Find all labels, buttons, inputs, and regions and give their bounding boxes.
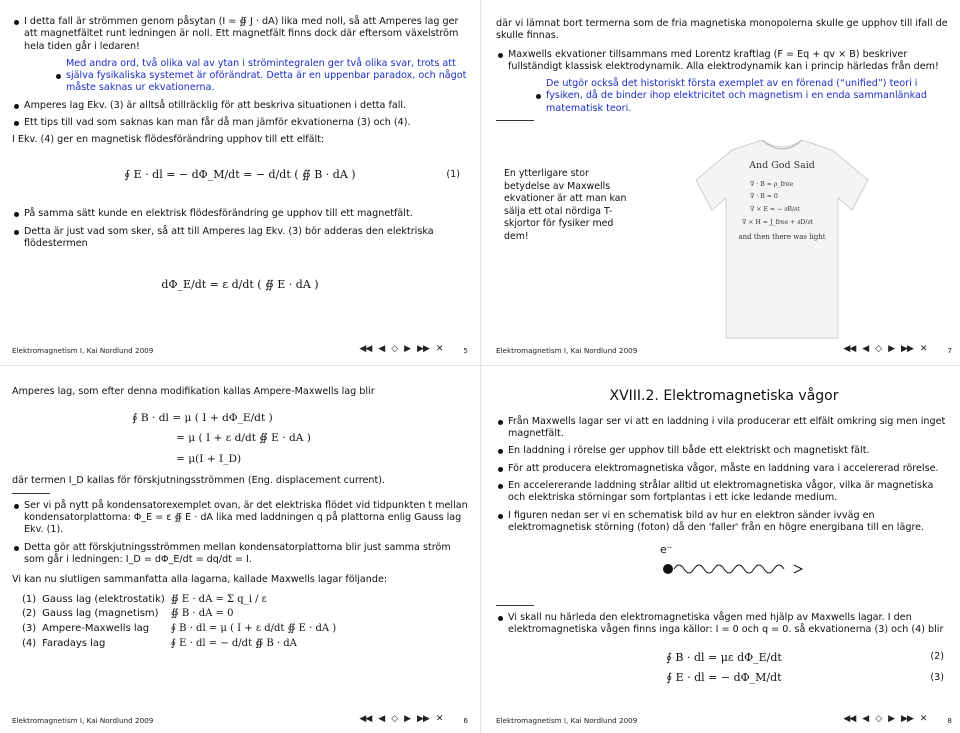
bullet-icon (498, 616, 503, 621)
bullet-icon (498, 449, 503, 454)
law-name: Faradays lag (42, 637, 106, 649)
prev-slide-icon[interactable]: ◀ (378, 714, 385, 725)
law-equation: ∯ E · dA = Σ q_i / ε (170, 593, 267, 605)
prev-slide-icon[interactable]: ◀ (378, 344, 385, 355)
equation-line: = μ ( I + ε d/dt ∯ E · dA ) (176, 432, 311, 445)
list-item: Detta gör att förskjutningsströmmen mellan kondensatorplattorna blir just samma ström som går i ledningen: I_D = dΦ_E/dt = dq/dt = I. (12, 542, 468, 567)
next-slide-icon[interactable]: ▶ (404, 714, 411, 725)
list-item: Maxwells ekvationer tillsammans med Lorentz kraftlag (F = Eq + qv × B) beskriver fullständigt klassisk elektrodynamik. Alla elektrodynamik kan i princip härledas från dem! (496, 49, 952, 74)
list-item: För att producera elektromagnetiska vågor, måste en laddning vara i accelererad rörelse. (496, 463, 952, 475)
toc-icon[interactable]: ◇ (391, 714, 398, 725)
tshirt-eq: ∇ × E = − ∂B/∂t (750, 206, 800, 213)
footer-label: Elektromagnetism I, Kai Nordlund 2009 (496, 345, 638, 355)
footnote-rule (496, 120, 534, 121)
footer-label: Elektromagnetism I, Kai Nordlund 2009 (12, 345, 154, 355)
bullet-icon (14, 121, 19, 126)
list-item: Med andra ord, två olika val av ytan i strömintegralen ger två olika svar, trots att själva fysikaliska systemet är oförändrat. Detta är en uppenbar paradox, och något måste saknas ur ekvationerna. (12, 58, 468, 95)
slide-nav (359, 714, 468, 726)
slide-page-5 (12, 0, 468, 360)
footnote-rule (12, 493, 50, 494)
slide-page-6 (12, 370, 468, 730)
displacement-text: där termen I_D kallas för förskjutningsströmmen (Eng. displacement current). (12, 474, 386, 486)
table-row (22, 637, 342, 652)
law-name: Ampere-Maxwells lag (42, 623, 150, 635)
next-slide-icon[interactable]: ▶ (888, 344, 895, 355)
page-number: 6 (463, 715, 468, 725)
close-icon[interactable]: ✕ (919, 344, 927, 355)
slide-nav (843, 714, 952, 726)
electron-label: e⁻ (660, 543, 673, 557)
bullet-icon (498, 53, 503, 58)
list-item: Vi skall nu härleda den elektromagnetiska vågen med hjälp av Maxwells lagar. I den elektromagnetiska vågen finns inga källor: I = 0 och q = 0. så ekvationerna (3) och (4) blir (496, 612, 952, 637)
bullet-icon (498, 467, 503, 472)
intro-text: där vi lämnat bort termerna som de fria magnetiska monopolerna skulle ge upphov till ifall de skulle finnas. (496, 18, 948, 42)
tshirt-eq: ∇ · B = 0 (750, 193, 778, 200)
list-item: I figuren nedan ser vi en schematisk bild av hur en elektron sänder ivväg en elektromagnetisk störning (foton) då den 'faller' från en högre energibana till en lägre. (496, 510, 952, 535)
law-name: Gauss lag (elektrostatik) (42, 593, 165, 605)
toc-icon[interactable]: ◇ (875, 714, 882, 725)
list-item: I detta fall är strömmen genom påsytan (I = ∯ J · dA) lika med noll, så att Amperes lag ger att magnetfältet runt ledningen är noll. Ett magnetfält finns dock där eftersom växelström hela tiden går i ledaren! (12, 16, 468, 53)
table-row (22, 593, 342, 608)
law-equation: ∮ E · dl = − d/dt ∯ B · dA (170, 637, 297, 649)
equation-flux-term: dΦ_E/dt = ε d/dt ( ∯ E · dA ) (161, 278, 319, 292)
close-icon[interactable]: ✕ (435, 714, 443, 725)
last-slide-icon[interactable]: ▶▶ (417, 714, 429, 725)
first-slide-icon[interactable]: ◀◀ (843, 714, 856, 725)
bullet-icon (498, 484, 503, 489)
equation-line: ∮ B · dl = μ ( I + dΦ_E/dt ) (132, 412, 273, 425)
footer-label: Elektromagnetism I, Kai Nordlund 2009 (12, 715, 154, 725)
bullet-icon (498, 420, 503, 425)
ampere-maxwell-derivation (132, 408, 468, 468)
equation-1: ∮ E · dl = − dΦ_M/dt = − d/dt ( ∯ B · dA ) (1) (124, 168, 460, 182)
slide-footer (12, 344, 468, 356)
bullet-icon (14, 212, 19, 217)
tshirt-footer: and then there was light (738, 233, 826, 241)
wave-path (674, 565, 784, 573)
close-icon[interactable]: ✕ (919, 714, 927, 725)
bullet-icon (14, 546, 19, 551)
list-item: En laddning i rörelse ger upphov till både ett elektriskt och magnetiskt fält. (496, 445, 952, 457)
next-slide-icon[interactable]: ▶ (888, 714, 895, 725)
tshirt-caption: En ytterligare stor betydelse av Maxwells ekvationer är att man kan sälja ett otal nördiga T-skjortor för fysiker med dem! (504, 168, 627, 242)
intro-text: Amperes lag, som efter denna modifikation kallas Ampere-Maxwells lag blir (12, 386, 375, 397)
slide-nav (843, 344, 952, 356)
electron-dot (663, 564, 673, 574)
slide-footer (12, 714, 468, 726)
list-item: På samma sätt kunde en elektrisk flödesförändring ge upphov till ett magnetfält. (12, 208, 468, 220)
list-item: En accelererande laddning strålar alltid ut elektromagnetiska vågor, vilka är magnetiska och elektriska störningar som fortplantas i ett icke ledande medium. (496, 480, 952, 505)
law-equation: ∯ B · dA = 0 (170, 608, 234, 620)
slide-nav (359, 344, 468, 356)
footer-label: Elektromagnetism I, Kai Nordlund 2009 (496, 715, 638, 725)
list-item: De utgör också det historiskt första exemplet av en förenad (“unified”) teori i fysiken, då de binder ihop elektricitet och magnetism i en enda sammanlänkad matematisk teori. (496, 78, 952, 115)
tshirt-title: And God Said (749, 160, 815, 171)
first-slide-icon[interactable]: ◀◀ (359, 714, 372, 725)
page-number: 7 (947, 345, 952, 355)
list-item: Ett tips till vad som saknas kan man får då man jämför ekvationerna (3) och (4). (12, 117, 468, 129)
bullet-icon (14, 20, 19, 25)
list-item: Från Maxwells lagar ser vi att en laddning i vila producerar ett elfält omkring sig men inget magnetfält. (496, 416, 952, 441)
bullet-icon (14, 504, 19, 509)
vertical-separator (480, 0, 481, 733)
page-title: XVIII.2. Elektromagnetiska vågor (609, 388, 839, 404)
tshirt-eq: ∇ × H = J_free + ∂D/∂t (742, 219, 814, 226)
lead-text: I Ekv. (4) ger en magnetisk flödesförändring upphov till ett elfält: (12, 134, 325, 146)
tshirt-eq: ∇ · B = ρ_free (750, 181, 794, 188)
horizontal-separator (0, 365, 960, 366)
slide-footer (496, 714, 952, 726)
slide-page-8 (496, 370, 952, 730)
equation-2: ∮ B · dl = με dΦ_E/dt (2) (666, 650, 944, 664)
equation-line: = μ(I + I_D) (176, 452, 242, 465)
toc-icon[interactable]: ◇ (391, 344, 398, 355)
equation-3: ∮ E · dl = − dΦ_M/dt (3) (666, 670, 944, 684)
table-row (22, 622, 342, 637)
law-number: (4) (22, 637, 37, 649)
electron-emission-diagram (646, 539, 806, 601)
first-slide-icon[interactable]: ◀◀ (359, 344, 372, 355)
list-item: Ser vi på nytt på kondensatorexemplet ovan, är det elektriska flödet vid tidpunkten t mellan kondensatorplattorna: Φ_E = ε ∯ E · dA lika med laddningen q på plattorna enlig Gauss lag Ekv. (1). (12, 500, 468, 537)
last-slide-icon[interactable]: ▶▶ (417, 344, 429, 355)
prev-slide-icon[interactable]: ◀ (862, 714, 869, 725)
prev-slide-icon[interactable]: ◀ (862, 344, 869, 355)
law-equation: ∮ B · dl = μ ( I + ε d/dt ∯ E · dA ) (170, 623, 337, 635)
maxwell-laws-table (22, 593, 342, 652)
electron-figure (496, 539, 952, 601)
slide-page-7 (496, 0, 952, 360)
arrow-icon (794, 565, 802, 573)
footnote-rule (496, 605, 534, 606)
bullet-icon (498, 514, 503, 519)
toc-icon[interactable]: ◇ (875, 344, 882, 355)
close-icon[interactable]: ✕ (435, 344, 443, 355)
law-number: (2) (22, 608, 37, 620)
bullet-icon (14, 104, 19, 109)
tshirt-image (692, 140, 872, 340)
page-number: 5 (463, 345, 468, 355)
bullet-icon (56, 74, 61, 79)
law-number: (1) (22, 593, 37, 605)
page-number: 8 (947, 715, 952, 725)
list-item: Amperes lag Ekv. (3) är alltså otillräcklig för att beskriva situationen i detta fall. (12, 100, 468, 112)
list-item: Detta är just vad som sker, så att till Amperes lag Ekv. (3) bör adderas den elektriska flödestermen (12, 226, 468, 251)
bullet-icon (536, 94, 541, 99)
law-name: Gauss lag (magnetism) (42, 608, 159, 620)
table-row (22, 607, 342, 622)
bullet-icon (14, 230, 19, 235)
first-slide-icon[interactable]: ◀◀ (843, 344, 856, 355)
last-slide-icon[interactable]: ▶▶ (901, 344, 913, 355)
last-slide-icon[interactable]: ▶▶ (901, 714, 913, 725)
next-slide-icon[interactable]: ▶ (404, 344, 411, 355)
summary-text: Vi kan nu slutligen sammanfatta alla lagarna, kallade Maxwells lagar följande: (12, 574, 388, 586)
slide-footer (496, 344, 952, 356)
law-number: (3) (22, 623, 37, 635)
